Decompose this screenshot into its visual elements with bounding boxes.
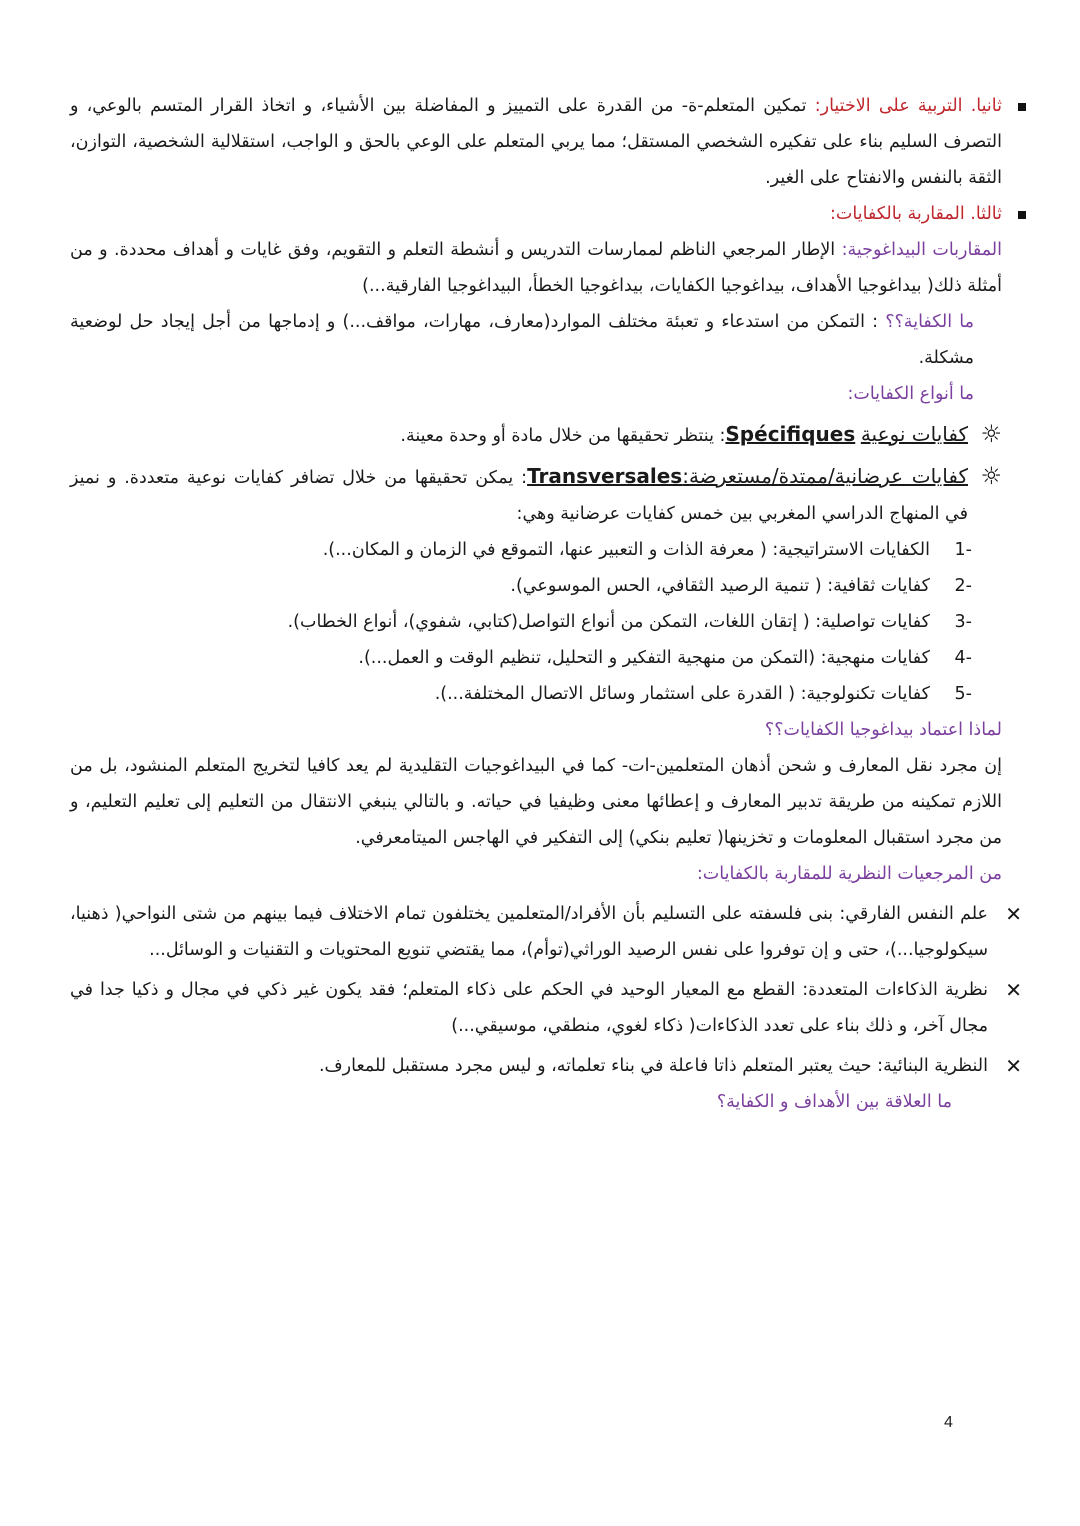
why-paragraph: إن مجرد نقل المعارف و شحن أذهان المتعلمين-ات- كما في البيداغوجيات التقليدية لم يعد كافيا لتخريج المتعلم المنشود، بل من اللازم تمكينه من طريقة تدبير المعارف و إعطائها معنى وظيفيا في حياته. و بالتالي ينبغي الانتقال من التعليم إلى تعليم التعليم، و من مجرد استقبال المعلومات و تخزينها( تعليم بنكي) إلى التفكير في الهاجس الميتامعرفي.	[70, 756, 1002, 848]
list-item	[70, 640, 1002, 676]
pedagogical-approaches-paragraph	[70, 232, 1002, 304]
item-number: -2	[954, 576, 972, 596]
list-item	[70, 604, 1002, 640]
cross-bullet-icon: ✕	[1005, 978, 1022, 1002]
question-label: ما الكفاية؟؟	[885, 312, 974, 332]
item-text: النظرية البنائية: حيث يعتبر المتعلم ذاتا فاعلة في بناء تعلماته، و ليس مجرد مستقبل للمعارف.	[318, 1056, 988, 1076]
sun-icon: ☼	[980, 462, 1002, 490]
french-term: Transversales	[527, 464, 683, 488]
cross-bullet-icon: ✕	[1005, 1054, 1022, 1078]
definition-text: : التمكن من استدعاء و تعبئة مختلف الموارد(معارف، مهارات، مواقف...) و إدماجها من أجل إيجاد حل لوضعية مشكلة.	[70, 312, 974, 368]
relation-question: ما العلاقة بين الأهداف و الكفاية؟	[716, 1092, 952, 1112]
document-body	[70, 88, 1022, 1120]
french-term: Spécifiques	[725, 422, 856, 446]
list-item	[70, 676, 1002, 712]
list-item	[70, 972, 1022, 1044]
term-label: المقاربات البيداغوجية:	[841, 240, 1003, 260]
section-heading: ثانيا. التربية على الاختيار:	[814, 96, 1002, 116]
item-number: -3	[954, 612, 972, 632]
page-number: 4	[944, 1414, 953, 1431]
sun-icon: ☼	[980, 420, 1002, 448]
item-text: كفايات تواصلية: ( إتقان اللغات، التمكن من أنواع التواصل(كتابي، شفوي)، أنواع الخطاب).	[287, 612, 930, 632]
item-text: كفايات ثقافية: ( تنمية الرصيد الثقافي، الحس الموسوعي).	[510, 576, 930, 596]
item-number: -4	[954, 648, 972, 668]
section-competency-approach	[70, 196, 1002, 232]
why-question: لماذا اعتماد بيداغوجيا الكفايات؟؟	[764, 720, 1002, 740]
competency-label: كفايات عرضانية/ممتدة/مستعرضة:	[682, 464, 968, 488]
competency-text: : يمكن تحقيقها من خلال تضافر كفايات نوعية متعددة. و نميز في المنهاج الدراسي المغربي بين خمس كفايات عرضانية وهي:	[70, 468, 968, 524]
item-text: كفايات تكنولوجية: ( القدرة على استثمار وسائل الاتصال المختلفة...).	[434, 684, 930, 704]
competency-text: : ينتظر تحقيقها من خلال مادة أو وحدة معينة.	[400, 426, 726, 446]
item-text: نظرية الذكاءات المتعددة: القطع مع المعيار الوحيد في الحكم على ذكاء المتعلم؛ فقد يكون غير ذكي في مجال و ذكيا جدا في مجال آخر، و ذلك بناء على تعدد الذكاءات( ذكاء لغوي، منطقي، موسيقي...)	[70, 980, 988, 1036]
transversal-competencies	[70, 458, 1002, 532]
term-text: الإطار المرجعي الناظم لممارسات التدريس و أنشطة التعلم و التقويم، وفق غايات و أهداف محددة. و من أمثلة ذلك( بيداغوجيا الأهداف، بيداغوجيا الكفايات، بيداغوجيا الخطأ، البيداغوجيا الفارقية...)	[70, 240, 1002, 296]
list-item	[70, 532, 1002, 568]
item-text: كفايات منهجية: (التمكن من منهجية التفكير و التحليل، تنظيم الوقت و العمل...).	[358, 648, 930, 668]
item-text: الكفايات الاستراتيجية: ( معرفة الذات و التعبير عنها، التموقع في الزمان و المكان...).	[322, 540, 930, 560]
list-item	[70, 1048, 1022, 1084]
section-education-choice	[70, 88, 1002, 196]
section-heading: ثالثا. المقاربة بالكفايات:	[830, 204, 1002, 224]
competence-definition	[70, 304, 974, 376]
specific-competencies	[70, 416, 1002, 454]
list-item	[70, 896, 1022, 968]
competence-types-question: ما أنواع الكفايات:	[847, 384, 974, 404]
cross-bullet-icon: ✕	[1005, 902, 1022, 926]
item-text: علم النفس الفارقي: بنى فلسفته على التسليم بأن الأفراد/المتعلمين يختلفون تمام الاختلاف فيما بينهم من شتى النواحي( ذهنيا، سيكولوجيا...)، حتى و إن توفروا على نفس الرصيد الوراثي(توأم)، مما يقتضي تنويع المحتويات و التقنيات و الوسائل...	[70, 904, 988, 960]
competency-label: كفايات نوعية	[860, 422, 968, 446]
section-text: تمكين المتعلم-ة- من القدرة على التمييز و المفاضلة بين الأشياء، و اتخاذ القرار المتسم بالوعي، و التصرف السليم بناء على تفكيره الشخصي المستقل؛ مما يربي المتعلم على الوعي بالحق و الواجب، استقلالية الشخصية، التوازن، الثقة بالنفس والانفتاح على الغير.	[70, 96, 1002, 188]
item-number: -5	[954, 684, 972, 704]
list-item	[70, 568, 1002, 604]
item-number: -1	[954, 540, 972, 560]
references-question: من المرجعيات النظرية للمقاربة بالكفايات:	[696, 864, 1002, 884]
